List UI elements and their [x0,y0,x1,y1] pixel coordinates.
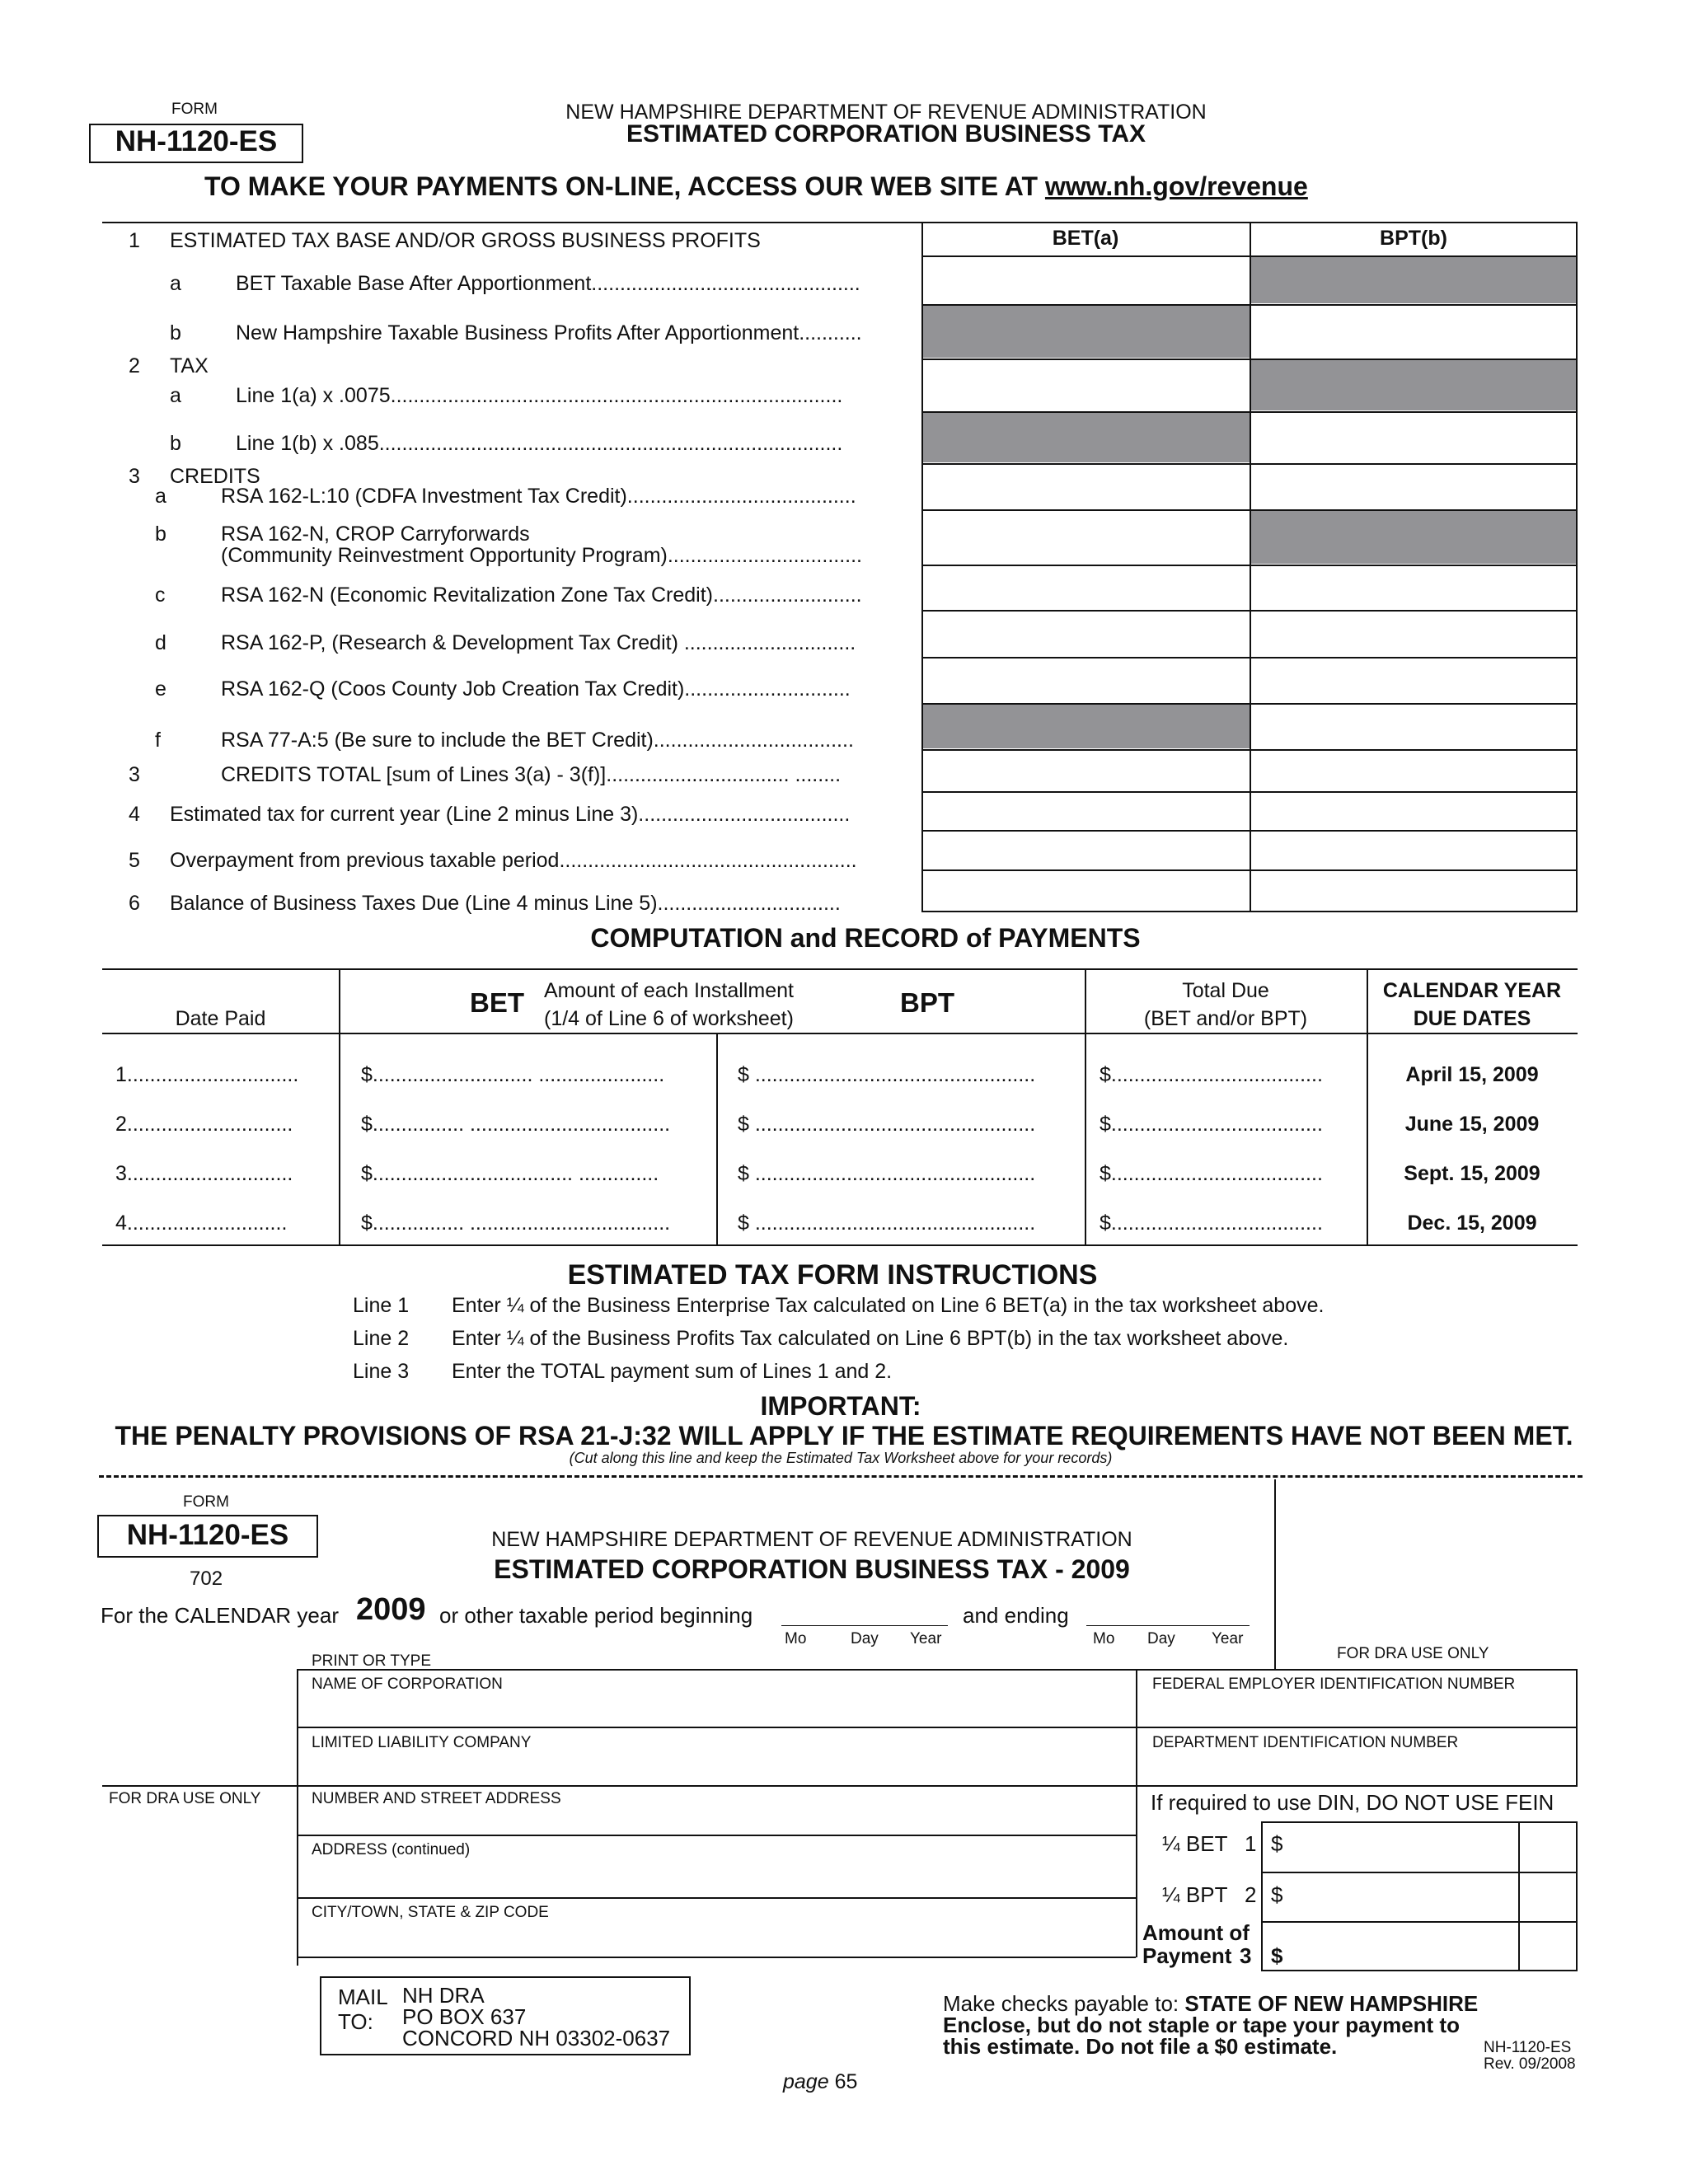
llc-label: LIMITED LIABILITY COMPANY [312,1734,532,1751]
line-3c-label: RSA 162-N (Economic Revitalization Zone Tax Credit).......................... [221,583,862,607]
period-end-field[interactable] [1086,1625,1250,1626]
line-3f-label: RSA 77-A:5 (Be sure to include the BET Credit)................................... [221,729,854,752]
col-total-line1: Total Due [1182,979,1269,1002]
line-3e-letter: e [155,677,166,701]
line-3a-letter: a [155,485,166,508]
line-3-total-label: CREDITS TOTAL [sum of Lines 3(a) - 3(f)]................................ ........ [221,763,842,786]
line-2a-letter: a [170,384,181,407]
total-payment-amount-field[interactable] [1286,1923,1517,1970]
din-label: DEPARTMENT IDENTIFICATION NUMBER [1152,1734,1459,1751]
quarter-bet-dollar: $ [1271,1831,1283,1856]
city-state-zip-label: CITY/TOWN, STATE & ZIP CODE [312,1904,549,1921]
amount-of-payment-label-2: Payment [1142,1943,1232,1968]
line-1a-label: BET Taxable Base After Apportionment............................................... [236,272,860,295]
shaded-cell [923,306,1250,358]
payments-title: COMPUTATION and RECORD of PAYMENTS [590,923,1141,953]
payment-row-due-date: Dec. 15, 2009 [1407,1212,1537,1235]
col-total-line2: (BET and/or BPT) [1143,1007,1308,1030]
bpt-1b-input[interactable] [1251,306,1576,358]
instructions-title: ESTIMATED TAX FORM INSTRUCTIONS [567,1259,1098,1291]
col-amount-line1: Amount of each Installment [544,979,794,1002]
line-5-num: 5 [129,849,140,872]
payment-row-due-date: June 15, 2009 [1404,1113,1540,1136]
dra-use-only-right: FOR DRA USE ONLY [1337,1645,1489,1662]
mail-address-line3: CONCORD NH 03302-0637 [402,2026,671,2050]
form-footer-id: NH-1120-ES [1484,2039,1572,2056]
col-bpt: BPT [900,987,954,1018]
payment-row-total[interactable]: $..................................... [1100,1063,1323,1086]
line-3c-letter: c [155,583,166,607]
shaded-cell [1251,511,1576,564]
payment-row-bet[interactable]: $................................... .............. [361,1162,659,1185]
line-4-label: Estimated tax for current year (Line 2 minus Line 3)..................................... [170,803,851,826]
to-label: TO: [338,2009,373,2034]
col-bet-header: BET(a) [1052,227,1119,250]
payment-row-bet[interactable]: $................ ................................... [361,1212,671,1235]
form-id: NH-1120-ES [115,125,278,157]
payment-row-bet[interactable]: $............................ ...................... [361,1063,665,1086]
print-or-type: PRINT OR TYPE [312,1652,431,1670]
col-amount-line2: (1/4 of Line 6 of worksheet) [544,1007,794,1030]
shaded-cell [923,705,1250,748]
bet-2a-input[interactable] [923,360,1250,410]
online-notice-text: TO MAKE YOUR PAYMENTS ON-LINE, ACCESS OUR WEB SITE AT [204,171,1039,201]
name-of-corporation-label: NAME OF CORPORATION [312,1675,503,1693]
din-note: If required to use DIN, DO NOT USE FEIN [1151,1790,1554,1815]
checks-payable-prefix: Make checks payable to: [943,1991,1179,2016]
payment-row-bpt[interactable]: $ ................................................. [738,1113,1036,1136]
voucher-form-id: NH-1120-ES [126,1519,289,1551]
bet-6-input[interactable] [923,871,1250,911]
col-due-line2: DUE DATES [1413,1007,1531,1030]
begin-year-label: Year [910,1630,942,1647]
page-num: 65 [834,2070,858,2093]
end-mo-label: Mo [1093,1630,1115,1647]
line-1a-letter: a [170,272,181,295]
payment-row-total[interactable]: $..................................... [1100,1162,1323,1185]
bet-1a-input[interactable] [923,257,1250,303]
period-prefix: For the CALENDAR year [101,1603,339,1628]
shaded-cell [1251,360,1576,410]
bpt-2b-input[interactable] [1251,413,1576,462]
payment-row-date[interactable]: 3............................. [115,1162,293,1185]
enclose-note-1: Enclose, but do not staple or tape your payment to [943,2013,1460,2037]
page-label: page [783,2070,829,2093]
line-2b-label: Line 1(b) x .085................................................................................. [236,432,843,455]
voucher-code: 702 [190,1568,223,1590]
payment-row-bpt[interactable]: $ ................................................. [738,1212,1036,1235]
form-label: FORM [171,101,218,118]
line-3-total-num: 3 [129,763,140,786]
end-year-label: Year [1212,1630,1244,1647]
line-2b-letter: b [170,432,181,455]
amount-of-payment-label-1: Amount of [1142,1920,1250,1945]
payment-row-date[interactable]: 1.............................. [115,1063,299,1086]
line-5-label: Overpayment from previous taxable period.................................................... [170,849,857,872]
voucher-form-label: FORM [183,1493,229,1511]
voucher-title: ESTIMATED CORPORATION BUSINESS TAX - 2009 [494,1554,1130,1584]
form-title: ESTIMATED CORPORATION BUSINESS TAX [626,120,1146,148]
page-number [783,2070,857,2094]
quarter-bpt-dollar: $ [1271,1882,1283,1907]
instruction-text: Enter ¼ of the Business Enterprise Tax calculated on Line 6 BET(a) in the tax worksheet above. [452,1294,1325,1317]
amount-of-payment-dollar: $ [1271,1943,1283,1968]
end-day-label: Day [1147,1630,1175,1647]
period-begin-field[interactable] [781,1625,948,1626]
instruction-line-label: Line 3 [353,1360,410,1383]
checks-payee: STATE OF NEW HAMPSHIRE [1184,1991,1479,2016]
payment-row-date[interactable]: 4............................ [115,1212,288,1235]
instruction-text: Enter the TOTAL payment sum of Lines 1 and 2. [452,1360,893,1383]
col-bpt-header: BPT(b) [1380,227,1447,250]
line-3f-letter: f [155,729,161,752]
voucher-department: NEW HAMPSHIRE DEPARTMENT OF REVENUE ADMINISTRATION [491,1528,1132,1551]
quarter-bpt-num: 2 [1245,1882,1257,1907]
line-3b-label: RSA 162-N, CROP Carryforwards [221,523,530,546]
col-date-paid: Date Paid [175,1007,266,1030]
line-3b-letter: b [155,523,166,546]
period-year: 2009 [356,1592,426,1627]
street-address-label: NUMBER AND STREET ADDRESS [312,1790,561,1807]
instruction-line-label: Line 1 [353,1294,410,1317]
address-continued-label: ADDRESS (continued) [312,1841,471,1858]
payment-row-bpt[interactable]: $ ................................................. [738,1063,1036,1086]
dra-use-only-left: FOR DRA USE ONLY [109,1790,261,1807]
line-2-label: TAX [170,354,209,377]
instruction-text: Enter ¼ of the Business Profits Tax calculated on Line 6 BPT(b) in the tax worksheet above. [452,1327,1289,1350]
website-link[interactable]: www.nh.gov/revenue [1044,171,1308,201]
quarter-bpt-amount-field[interactable] [1286,1873,1517,1919]
payment-row-bet[interactable]: $................ ................................... [361,1113,671,1136]
form-revision: Rev. 09/2008 [1484,2055,1576,2073]
cut-line [99,1475,1582,1478]
penalty-notice: THE PENALTY PROVISIONS OF RSA 21-J:32 WILL APPLY IF THE ESTIMATE REQUIREMENTS HAVE NOT BEEN MET. [115,1421,1573,1451]
line-3-label: CREDITS [170,465,260,488]
begin-mo-label: Mo [785,1630,807,1647]
line-1-num: 1 [129,229,140,252]
mail-label: MAIL [338,1985,388,2009]
mail-address-line2: PO BOX 637 [402,2004,527,2029]
payment-row-total[interactable]: $..................................... [1100,1212,1323,1235]
shaded-cell [1251,257,1576,303]
payment-row-due-date: April 15, 2009 [1405,1063,1539,1086]
line-1b-letter: b [170,321,181,344]
cut-note: (Cut along this line and keep the Estimated Tax Worksheet above for your records) [569,1450,1113,1466]
col-due-line1: CALENDAR YEAR [1382,979,1562,1002]
line-2-num: 2 [129,354,140,377]
line-4-num: 4 [129,803,140,826]
line-3d-letter: d [155,631,166,654]
line-2a-label: Line 1(a) x .0075............................................................................... [236,384,843,407]
begin-day-label: Day [851,1630,879,1647]
line-1-label: ESTIMATED TAX BASE AND/OR GROSS BUSINESS PROFITS [170,229,761,252]
instruction-line-label: Line 2 [353,1327,410,1350]
line-3e-label: RSA 162-Q (Coos County Job Creation Tax Credit)............................. [221,677,851,701]
quarter-bet-num: 1 [1245,1831,1257,1856]
period-and: and ending [963,1603,1069,1628]
online-notice [204,171,1308,202]
fein-label: FEDERAL EMPLOYER IDENTIFICATION NUMBER [1152,1675,1516,1693]
payment-row-date[interactable]: 2............................. [115,1113,293,1136]
line-3-num: 3 [129,465,140,488]
department-name: NEW HAMPSHIRE DEPARTMENT OF REVENUE ADMINISTRATION [565,101,1207,124]
payment-row-total[interactable]: $..................................... [1100,1113,1323,1136]
enclose-note-2: this estimate. Do not file a $0 estimate. [943,2034,1338,2059]
amount-of-payment-num: 3 [1240,1943,1252,1968]
line-3a-label: RSA 162-L:10 (CDFA Investment Tax Credit)........................................ [221,485,856,508]
payment-row-due-date: Sept. 15, 2009 [1404,1162,1540,1185]
col-bet: BET [470,987,524,1018]
line-3d-label: RSA 162-P, (Research & Development Tax Credit) .............................. [221,631,856,654]
quarter-bet-amount-field[interactable] [1286,1823,1517,1870]
quarter-bet-label: ¼ BET [1162,1831,1228,1856]
line-6-label: Balance of Business Taxes Due (Line 4 minus Line 5)................................ [170,892,841,915]
period-mid: or other taxable period beginning [439,1603,753,1628]
payment-row-bpt[interactable]: $ ................................................. [738,1162,1036,1185]
quarter-bpt-label: ¼ BPT [1162,1882,1228,1907]
bpt-6-input[interactable] [1251,871,1576,911]
important-heading: IMPORTANT: [760,1391,921,1421]
line-1b-label: New Hampshire Taxable Business Profits After Apportionment........... [236,321,862,344]
line-6-num: 6 [129,892,140,915]
line-3b-label-cont: (Community Reinvestment Opportunity Program).................................. [221,544,863,567]
mail-address-line1: NH DRA [402,1983,485,2008]
shaded-cell [923,413,1250,462]
